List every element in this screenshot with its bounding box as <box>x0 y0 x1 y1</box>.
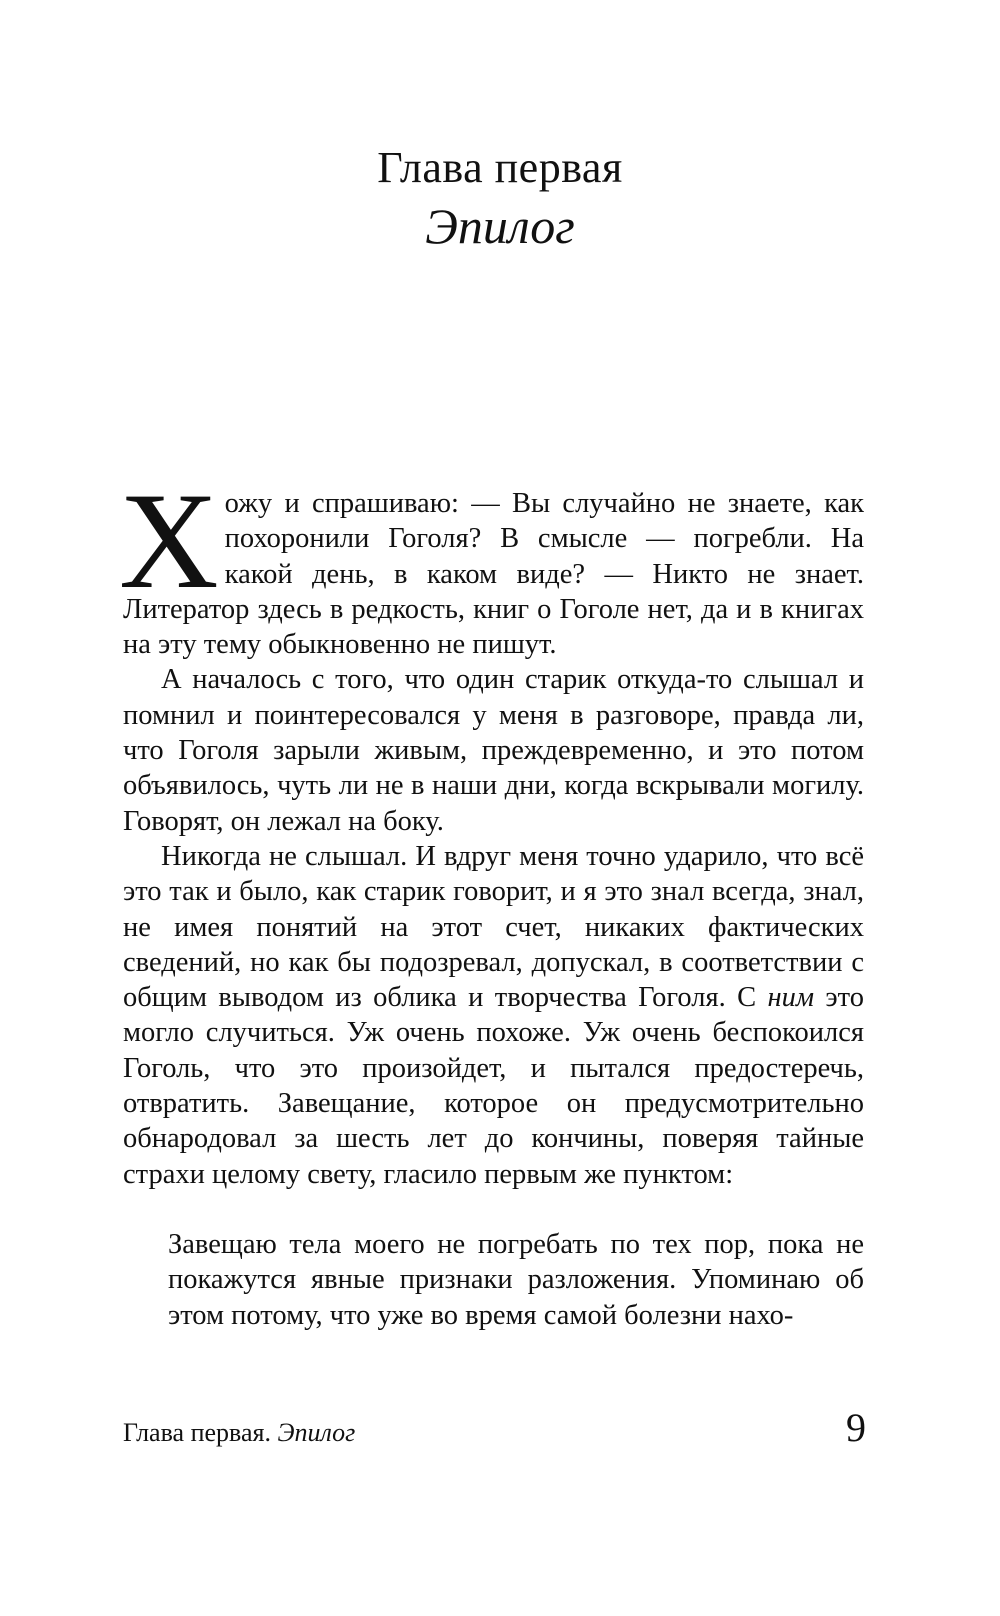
chapter-subtitle: Эпилог <box>425 198 575 254</box>
paragraph-3-text-before: Никогда не слышал. И вдруг меня точно ударило, что всё это так и было, как старик говорит, и я это знал всегда, знал, не имея понятий на этот счет, никаких фактических сведений, но как бы подозревал, допускал, в соответствии с общим выводом из облика и творчества Гоголя. С <box>123 840 864 1014</box>
footer-subtitle: Эпилог <box>277 1418 356 1447</box>
paragraph-3 <box>123 839 864 1192</box>
footer-title: Глава первая. <box>123 1418 271 1447</box>
paragraph-2: А началось с того, что один старик откуда-то слышал и помнил и поинтересовался у меня в разговоре, правда ли, что Гоголя зарыли живым, преждевременно, и это потом объявилось, чуть ли не в наши дни, когда вскрывали могилу. Говорят, он лежал на боку. <box>123 664 864 837</box>
paragraph-3-text-after: это могло случиться. Уж очень похоже. Уж очень беспокоился Гоголь, что это произойдет, и пытался предостеречь, отвратить. Завещание, которое он предусмотрительно обнародовал за шесть лет до кончины, поверяя тайные страхи целому свету, гласило первым же пунктом: <box>123 982 864 1190</box>
quote-text: Завещаю тела моего не погребать по тех пор, пока не покажутся явные признаки разложения. Упоминаю об этом потому, что уже во время самой болезни нахо- <box>168 1229 864 1331</box>
chapter-title: Глава первая <box>377 143 623 192</box>
running-footer <box>123 1416 355 1450</box>
paragraph-3-emphasis: ним <box>767 982 815 1014</box>
paragraph-1 <box>119 464 864 662</box>
quote-block <box>168 1227 864 1333</box>
paragraph-1-text: ожу и спрашиваю: — Вы случайно не знаете, как похоронили Гоголя? В смысле — погребли. На какой день, в каком виде? — Никто не знает. Литератор здесь в редкость, книг о Гоголе нет, да и в книгах на эту тему обыкновенно не пишут. <box>123 488 864 661</box>
page-number: 9 <box>846 1405 866 1450</box>
drop-cap: Х <box>119 464 219 617</box>
body-text <box>119 464 864 1192</box>
